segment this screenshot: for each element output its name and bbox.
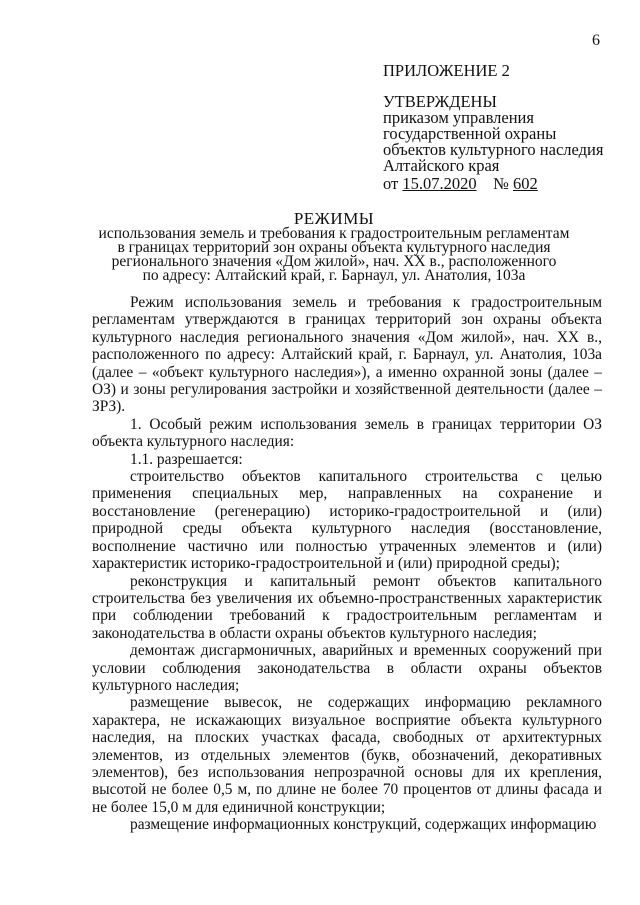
title-heading: РЕЖИМЫ xyxy=(293,209,375,228)
title-subtitle-line: в границах территорий зон охраны объекта культурного наследия xyxy=(117,239,551,256)
approval-number: 602 xyxy=(513,174,538,193)
approval-heading: УТВЕРЖДЕНЫ xyxy=(383,92,497,111)
paragraph: 1. Особый режим использования земель в границах территории ОЗ объекта культурного наследия: xyxy=(92,415,602,451)
approval-date-line xyxy=(383,176,603,192)
title-subtitle-line: регионального значения «Дом жилой», нач. XX в., расположенного xyxy=(111,253,557,270)
paragraph: строительство объектов капитального строительства с целью применения специальных мер, направленных на сохранение и восстановление (регенерацию) историко-градостроительной и (или) природной среды объекта культурного наследия (восстановление, восполнение частично или полностью утраченных элементов и (или) характеристик историко-градостроительной и (или) природной среды); xyxy=(92,468,602,573)
number-sign: № xyxy=(493,174,513,193)
page-number: 6 xyxy=(592,32,600,49)
document-title xyxy=(60,210,608,283)
paragraph: размещение информационных конструкций, содержащих информацию xyxy=(130,816,597,834)
paragraph: реконструкция и капитальный ремонт объектов капитального строительства без увеличения их объемно-пространственных характеристик при соблюдении требований к градостроительным регламентам и законодательства в области охраны объектов культурного наследия; xyxy=(92,572,602,642)
paragraph: демонтаж дисгармоничных, аварийных и временных сооружений при условии соблюдения законодательства в области охраны объектов культурного наследия; xyxy=(92,642,602,694)
title-subtitle-line: использования земель и требования к градостроительным регламентам xyxy=(98,225,570,242)
approval-date: 15.07.2020 xyxy=(402,174,477,193)
date-prefix: от xyxy=(383,174,403,193)
paragraph: 1.1. разрешается: xyxy=(130,450,243,468)
approval-line: государственной охраны xyxy=(383,124,557,143)
approval-line: приказом управления xyxy=(383,108,534,127)
approval-block xyxy=(383,94,603,192)
appendix-label: ПРИЛОЖЕНИЕ 2 xyxy=(383,61,510,80)
paragraph: Режим использования земель и требования к градостроительным регламентам утверждаются в границах территорий зон охраны объекта культурного наследия регионального значения «Дом жилой», нач. XX в., расположенного по адресу: Алтайский край, г. Барнаул, ул. Анатолия, 103а (далее – «объект культурного наследия»), а именно охранной зоны (далее – ОЗ) и зоны регулирования застройки и хозяйственной деятельности (далее – ЗРЗ). xyxy=(92,294,602,416)
title-subtitle-line: по адресу: Алтайский край, г. Барнаул, ул. Анатолия, 103а xyxy=(142,267,526,284)
paragraph: размещение вывесок, не содержащих информацию рекламного характера, не искажающих визуальное восприятие объекта культурного наследия, на плоских участках фасада, свободных от архитектурных элементов, из отдельных элементов (букв, обозначений, декоративных элементов), без использования непрозрачной основы для их крепления, высотой не более 0,5 м, по длине не более 70 процентов от длины фасада и не более 15,0 м для единичной конструкции; xyxy=(92,694,602,816)
approval-line: Алтайского края xyxy=(383,156,500,175)
document-body xyxy=(92,294,602,834)
approval-line: объектов культурного наследия xyxy=(383,140,604,159)
